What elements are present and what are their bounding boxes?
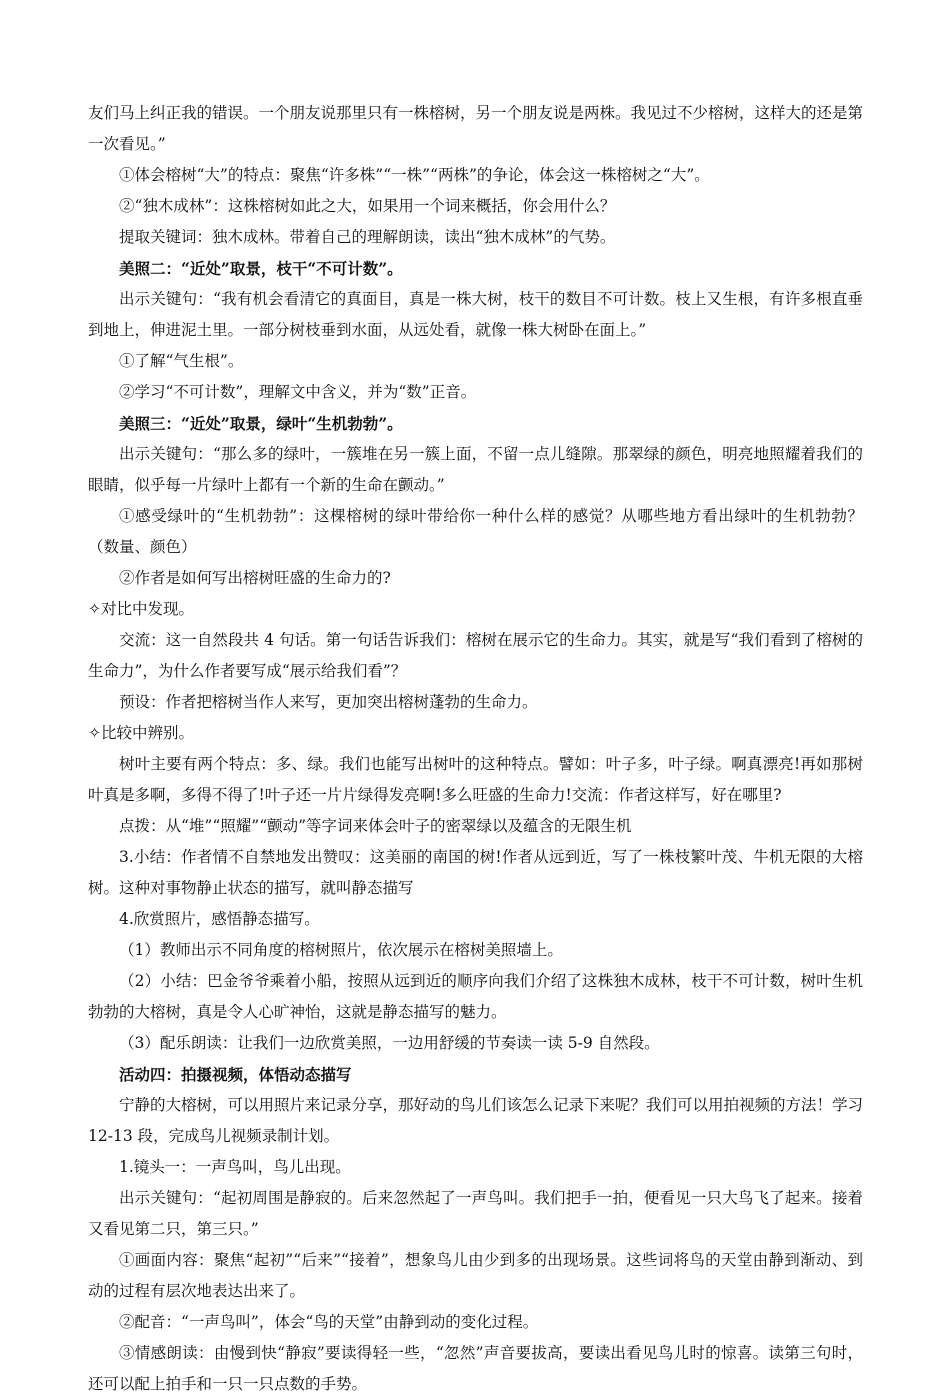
body-paragraph: ✧比较中辨别。 <box>88 724 194 742</box>
body-paragraph: 出示关键句：“起初周围是静寂的。后来忽然起了一声鸟叫。我们把手一拍，便看见一只大鸟飞了起来。接着又看见第二只，第三只。” <box>88 1189 863 1238</box>
body-paragraph: 树叶主要有两个特点：多、绿。我们也能写出树叶的这种特点。譬如：叶子多，叶子绿。啊真漂亮!再如那树叶真是多啊，多得不得了!叶子还一片片绿得发亮啊!多么旺盛的生命力!交流：作者这样写，好在哪里? <box>88 755 863 804</box>
body-paragraph: ②“独木成林”：这株榕树如此之大，如果用一个词来概括，你会用什么？ <box>119 197 616 215</box>
section-heading: 美照二：“近处”取景，枝干“不可计数”。 <box>119 259 403 278</box>
body-paragraph: 1.镜头一：一声鸟叫，鸟儿出现。 <box>119 1158 351 1176</box>
body-paragraph: （1）教师出示不同角度的榕树照片，依次展示在榕树美照墙上。 <box>119 941 563 959</box>
body-paragraph: ②作者是如何写出榕树旺盛的生命力的? <box>119 569 391 587</box>
body-paragraph: 预设：作者把榕树当作人来写，更加突出榕树蓬勃的生命力。 <box>119 693 538 711</box>
body-paragraph: 提取关键词：独木成林。带着自己的理解朗读，读出“独木成林”的气势。 <box>119 228 616 246</box>
body-paragraph: ③情感朗读：由慢到快“静寂”要读得轻一些，“忽然”声音要拔高，要读出看见鸟儿时的惊喜。读第三句时，还可以配上拍手和一只一只点数的手势。 <box>88 1344 863 1393</box>
body-paragraph: 宁静的大榕树，可以用照片来记录分享，那好动的鸟儿们该怎么记录下来呢？我们可以用拍视频的方法！学习 12-13 段，完成鸟儿视频录制计划。 <box>88 1096 864 1145</box>
body-paragraph: （2）小结：巴金爷爷乘着小船，按照从远到近的顺序向我们介绍了这株独木成林，枝干不可计数，树叶生机勃勃的大榕树，真是令人心旷神怡，这就是静态描写的魅力。 <box>88 972 863 1021</box>
body-paragraph: ①体会榕树“大”的特点：聚焦“许多株”“一株”“两株”的争论，体会这一株榕树之“大”。 <box>119 166 710 184</box>
body-paragraph: ②学习“不可计数”，理解文中含义，并为“数”正音。 <box>119 383 477 401</box>
body-paragraph: 交流：这一自然段共 4 句话。第一句话告诉我们：榕树在展示它的生命力。其实，就是写“我们看到了榕树的生命力”，为什么作者要写成“展示给我们看”？ <box>88 631 863 680</box>
body-paragraph: 友们马上纠正我的错误。一个朋友说那里只有一株榕树，另一个朋友说是两株。我见过不少榕树，这样大的还是第一次看见。” <box>88 104 864 153</box>
body-paragraph: ①了解“气生根”。 <box>119 352 244 370</box>
body-paragraph: ✧对比中发现。 <box>88 600 194 618</box>
body-paragraph: 点拨：从“堆”“照耀”“颤动”等字词来体会叶子的密翠绿以及蕴含的无限生机 <box>119 817 632 835</box>
body-paragraph: ①感受绿叶的“生机勃勃”：这棵榕树的绿叶带给你一种什么样的感觉？从哪些地方看出绿叶的生机勃勃？（数量、颜色） <box>88 507 863 556</box>
body-paragraph: ①画面内容：聚焦“起初”“后来”“接着”，想象鸟儿由少到多的出现场景。这些词将鸟的天堂由静到渐动、到动的过程有层次地表达出来了。 <box>88 1251 863 1300</box>
body-paragraph: 出示关键句：“那么多的绿叶，一簇堆在另一簇上面，不留一点儿缝隙。那翠绿的颜色，明亮地照耀着我们的眼睛，似乎每一片绿叶上都有一个新的生命在颤动。” <box>88 445 863 494</box>
section-heading: 美照三：“近处”取景，绿叶“生机勃勃”。 <box>119 414 403 433</box>
body-paragraph: 3.小结：作者情不自禁地发出赞叹：这美丽的南国的树!作者从远到近，写了一株枝繁叶茂、牛机无限的大榕树。这种对事物静止状态的描写，就叫静态描写 <box>88 848 863 897</box>
body-paragraph: ②配音：“一声鸟叫”，体会“鸟的天堂”由静到动的变化过程。 <box>119 1313 539 1331</box>
body-paragraph: （3）配乐朗读：让我们一边欣赏美照，一边用舒缓的节奏读一读 5-9 自然段。 <box>119 1034 660 1052</box>
document-body <box>88 98 863 1400</box>
body-paragraph: 出示关键句：“我有机会看清它的真面目，真是一株大树，枝干的数目不可计数。枝上又生根，有许多根直垂到地上，伸进泥土里。一部分树枝垂到水面，从远处看，就像一株大树卧在面上。” <box>88 290 863 339</box>
section-heading: 活动四：拍摄视频，体悟动态描写 <box>119 1065 352 1084</box>
body-paragraph: 4.欣赏照片，感悟静态描写。 <box>119 910 320 928</box>
